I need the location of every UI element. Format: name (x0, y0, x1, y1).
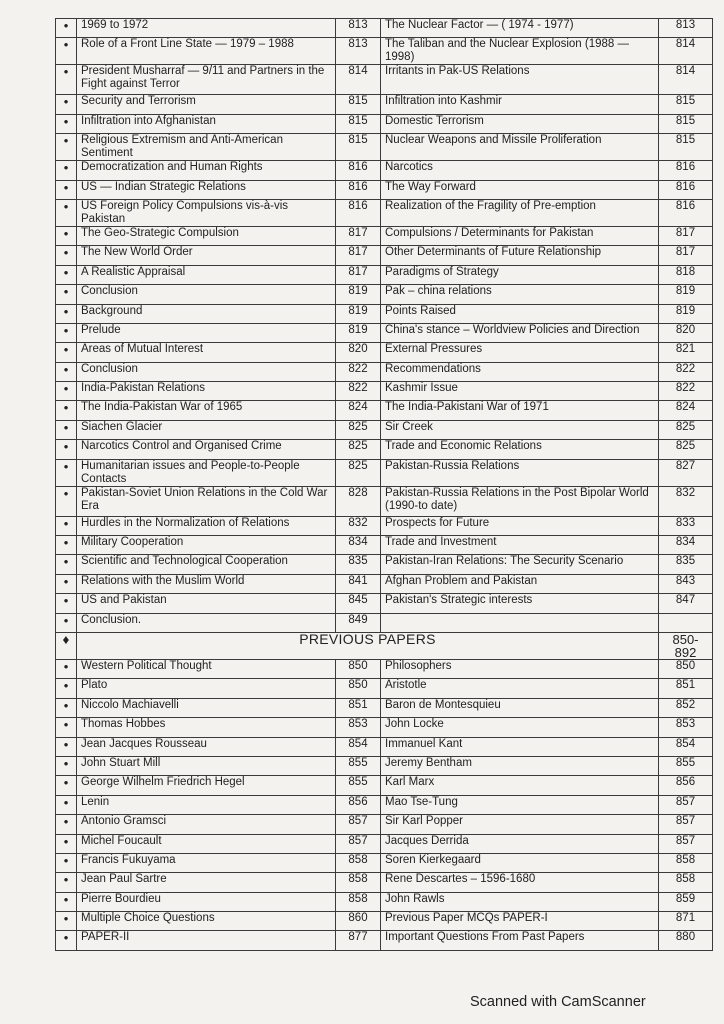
entry-page: 850 (659, 659, 713, 678)
section-pages: 850-892 (659, 632, 713, 659)
entry-title: Infiltration into Afghanistan (77, 114, 336, 133)
entry-title: US Foreign Policy Compulsions vis-à-vis Pakistan (77, 199, 336, 226)
entry-page: 813 (659, 19, 713, 38)
bullet-icon: • (56, 95, 77, 114)
entry-page: 858 (659, 873, 713, 892)
toc-row (56, 931, 713, 950)
entry-title: 1969 to 1972 (77, 19, 336, 38)
entry-title: Conclusion. (77, 613, 336, 632)
entry-page: 818 (659, 265, 713, 284)
entry-title: The Nuclear Factor — ( 1974 - 1977) (381, 19, 659, 38)
toc-row (56, 246, 713, 265)
entry-title: Plato (77, 679, 336, 698)
entry-page: 849 (336, 613, 381, 632)
entry-page: 855 (336, 776, 381, 795)
bullet-icon: • (56, 555, 77, 574)
entry-title: US and Pakistan (77, 594, 336, 613)
bullet-icon: • (56, 574, 77, 593)
entry-title: Important Questions From Past Papers (381, 931, 659, 950)
bullet-icon: • (56, 613, 77, 632)
toc-row (56, 323, 713, 342)
entry-page: 822 (659, 362, 713, 381)
entry-page: 817 (336, 246, 381, 265)
bullet-icon: • (56, 776, 77, 795)
toc-row (56, 95, 713, 114)
entry-page: 834 (336, 536, 381, 555)
bullet-icon: • (56, 659, 77, 678)
entry-page: 816 (659, 199, 713, 226)
entry-page: 815 (336, 114, 381, 133)
bullet-icon: • (56, 323, 77, 342)
contents-table (55, 18, 713, 951)
entry-title: Karl Marx (381, 776, 659, 795)
entry-title: Conclusion (77, 285, 336, 304)
bullet-icon: • (56, 516, 77, 535)
entry-title: Pakistan-Russia Relations in the Post Bipolar World (1990-to date) (381, 486, 659, 516)
entry-title: Compulsions / Determinants for Pakistan (381, 226, 659, 245)
entry-page: 816 (336, 199, 381, 226)
entry-title: John Rawls (381, 892, 659, 911)
toc-row (56, 199, 713, 226)
bullet-icon: • (56, 594, 77, 613)
entry-title: Lenin (77, 795, 336, 814)
entry-title: Mao Tse-Tung (381, 795, 659, 814)
entry-page: 825 (336, 420, 381, 439)
bullet-icon: • (56, 401, 77, 420)
entry-title: Scientific and Technological Cooperation (77, 555, 336, 574)
entry-title: US — Indian Strategic Relations (77, 180, 336, 199)
bullet-icon: • (56, 795, 77, 814)
entry-page: 857 (336, 815, 381, 834)
entry-page: 827 (659, 459, 713, 486)
entry-title: Francis Fukuyama (77, 853, 336, 872)
toc-row (56, 892, 713, 911)
toc-row (56, 420, 713, 439)
entry-page: 815 (659, 114, 713, 133)
scanner-watermark: Scanned with CamScanner (470, 994, 646, 1010)
entry-title: Thomas Hobbes (77, 718, 336, 737)
entry-page: 851 (336, 698, 381, 717)
entry-title: Siachen Glacier (77, 420, 336, 439)
entry-page: 820 (336, 343, 381, 362)
entry-title: Nuclear Weapons and Missile Proliferation (381, 134, 659, 161)
toc-row (56, 382, 713, 401)
entry-title: John Locke (381, 718, 659, 737)
toc-row (56, 285, 713, 304)
entry-page: 817 (659, 226, 713, 245)
entry-title: The New World Order (77, 246, 336, 265)
entry-title: John Stuart Mill (77, 756, 336, 775)
toc-row (56, 795, 713, 814)
entry-title: Points Raised (381, 304, 659, 323)
bullet-icon: • (56, 834, 77, 853)
entry-page: 828 (336, 486, 381, 516)
entry-title: Jeremy Bentham (381, 756, 659, 775)
entry-page: 816 (336, 180, 381, 199)
bullet-icon: • (56, 199, 77, 226)
entry-page: 877 (336, 931, 381, 950)
entry-title: Religious Extremism and Anti-American Sentiment (77, 134, 336, 161)
entry-title: Kashmir Issue (381, 382, 659, 401)
entry-title: Previous Paper MCQs PAPER-I (381, 912, 659, 931)
entry-title: Western Political Thought (77, 659, 336, 678)
entry-page: 845 (336, 594, 381, 613)
entry-page: 856 (336, 795, 381, 814)
toc-row (56, 594, 713, 613)
entry-page: 851 (659, 679, 713, 698)
entry-page: 855 (336, 756, 381, 775)
toc-row (56, 776, 713, 795)
entry-page: 825 (336, 459, 381, 486)
entry-title: PAPER-II (77, 931, 336, 950)
toc-row (56, 304, 713, 323)
toc-row (56, 698, 713, 717)
entry-title: Conclusion (77, 362, 336, 381)
entry-title (381, 613, 659, 632)
toc-row (56, 180, 713, 199)
toc-row (56, 679, 713, 698)
section-header (56, 632, 713, 659)
entry-page: 880 (659, 931, 713, 950)
entry-page: 814 (336, 65, 381, 95)
entry-page: 832 (659, 486, 713, 516)
entry-page: 847 (659, 594, 713, 613)
entry-title: Antonio Gramsci (77, 815, 336, 834)
entry-title: Narcotics Control and Organised Crime (77, 440, 336, 459)
bullet-icon: • (56, 246, 77, 265)
entry-title: A Realistic Appraisal (77, 265, 336, 284)
entry-title: Role of a Front Line State — 1979 – 1988 (77, 38, 336, 65)
entry-title: Jean Paul Sartre (77, 873, 336, 892)
toc-row (56, 265, 713, 284)
entry-page: 822 (659, 382, 713, 401)
contents-rows (56, 19, 713, 633)
bullet-icon: • (56, 134, 77, 161)
entry-page: 817 (336, 265, 381, 284)
entry-title: Recommendations (381, 362, 659, 381)
bullet-icon: • (56, 285, 77, 304)
entry-page: 825 (336, 440, 381, 459)
toc-row (56, 134, 713, 161)
entry-title: Democratization and Human Rights (77, 161, 336, 180)
toc-row (56, 659, 713, 678)
bullet-icon: • (56, 420, 77, 439)
entry-page: 856 (659, 776, 713, 795)
toc-row (56, 226, 713, 245)
entry-page: 853 (336, 718, 381, 737)
bullet-icon: • (56, 737, 77, 756)
entry-title: Hurdles in the Normalization of Relations (77, 516, 336, 535)
bullet-icon: • (56, 362, 77, 381)
entry-title: Pakistan-Soviet Union Relations in the Cold War Era (77, 486, 336, 516)
entry-title: Rene Descartes – 1596-1680 (381, 873, 659, 892)
bullet-icon: • (56, 38, 77, 65)
entry-page: 859 (659, 892, 713, 911)
bullet-icon: • (56, 873, 77, 892)
entry-title: Military Cooperation (77, 536, 336, 555)
bullet-icon: • (56, 679, 77, 698)
entry-page: 855 (659, 756, 713, 775)
toc-row (56, 574, 713, 593)
entry-title: Sir Karl Popper (381, 815, 659, 834)
entry-title: Michel Foucault (77, 834, 336, 853)
entry-page: 857 (659, 795, 713, 814)
papers-rows (56, 659, 713, 950)
entry-page: 871 (659, 912, 713, 931)
entry-title: External Pressures (381, 343, 659, 362)
entry-page: 850 (336, 679, 381, 698)
toc-row (56, 38, 713, 65)
entry-page: 852 (659, 698, 713, 717)
entry-title: Afghan Problem and Pakistan (381, 574, 659, 593)
entry-page: 814 (659, 65, 713, 95)
entry-title: Domestic Terrorism (381, 114, 659, 133)
entry-page: 853 (659, 718, 713, 737)
bullet-icon: • (56, 19, 77, 38)
toc-row (56, 873, 713, 892)
entry-page: 857 (336, 834, 381, 853)
bullet-icon: • (56, 853, 77, 872)
entry-page: 824 (659, 401, 713, 420)
entry-title: Multiple Choice Questions (77, 912, 336, 931)
entry-page: 857 (659, 834, 713, 853)
toc-row (56, 401, 713, 420)
bullet-icon: • (56, 65, 77, 95)
bullet-icon: • (56, 698, 77, 717)
bullet-icon: • (56, 912, 77, 931)
entry-page: 858 (336, 873, 381, 892)
toc-row (56, 114, 713, 133)
entry-page: 821 (659, 343, 713, 362)
entry-page: 858 (336, 892, 381, 911)
entry-title: The Taliban and the Nuclear Explosion (1988 — 1998) (381, 38, 659, 65)
entry-title: Pakistan-Russia Relations (381, 459, 659, 486)
entry-page: 816 (336, 161, 381, 180)
entry-title: Trade and Investment (381, 536, 659, 555)
bullet-icon: • (56, 114, 77, 133)
bullet-icon: • (56, 718, 77, 737)
entry-title: Areas of Mutual Interest (77, 343, 336, 362)
bullet-icon: • (56, 815, 77, 834)
entry-page: 820 (659, 323, 713, 342)
entry-page: 819 (336, 285, 381, 304)
toc-row (56, 536, 713, 555)
bullet-icon: • (56, 486, 77, 516)
entry-title: Aristotle (381, 679, 659, 698)
toc-row (56, 718, 713, 737)
entry-title: George Wilhelm Friedrich Hegel (77, 776, 336, 795)
section-title: PREVIOUS PAPERS (77, 632, 659, 659)
toc-row (56, 19, 713, 38)
entry-page: 858 (659, 853, 713, 872)
entry-page: 854 (336, 737, 381, 756)
entry-title: Jean Jacques Rousseau (77, 737, 336, 756)
entry-page: 816 (659, 180, 713, 199)
toc-row (56, 362, 713, 381)
entry-title: Other Determinants of Future Relationship (381, 246, 659, 265)
entry-page: 824 (336, 401, 381, 420)
entry-page: 825 (659, 420, 713, 439)
entry-title: Pierre Bourdieu (77, 892, 336, 911)
toc-row (56, 343, 713, 362)
toc-row (56, 161, 713, 180)
toc-row (56, 459, 713, 486)
entry-title: Jacques Derrida (381, 834, 659, 853)
entry-title: Pakistan's Strategic interests (381, 594, 659, 613)
entry-page: 833 (659, 516, 713, 535)
toc-row (56, 516, 713, 535)
toc-row (56, 440, 713, 459)
entry-title: Narcotics (381, 161, 659, 180)
entry-title: Philosophers (381, 659, 659, 678)
entry-title: Trade and Economic Relations (381, 440, 659, 459)
bullet-icon: • (56, 226, 77, 245)
entry-page: 834 (659, 536, 713, 555)
toc-row (56, 65, 713, 95)
entry-page: 835 (659, 555, 713, 574)
bullet-icon: • (56, 440, 77, 459)
entry-page: 841 (336, 574, 381, 593)
entry-page: 815 (336, 95, 381, 114)
toc-row (56, 912, 713, 931)
bullet-icon: • (56, 536, 77, 555)
entry-page: 814 (659, 38, 713, 65)
entry-page: 817 (659, 246, 713, 265)
entry-page: 843 (659, 574, 713, 593)
entry-page: 813 (336, 38, 381, 65)
entry-title: Irritants in Pak-US Relations (381, 65, 659, 95)
entry-title: Infiltration into Kashmir (381, 95, 659, 114)
entry-page: 815 (336, 134, 381, 161)
toc-row (56, 737, 713, 756)
entry-title: Background (77, 304, 336, 323)
entry-page: 857 (659, 815, 713, 834)
entry-page: 819 (659, 304, 713, 323)
entry-page: 816 (659, 161, 713, 180)
bullet-icon: • (56, 459, 77, 486)
entry-page: 815 (659, 95, 713, 114)
entry-title: Baron de Montesquieu (381, 698, 659, 717)
entry-title: The Way Forward (381, 180, 659, 199)
entry-title: Paradigms of Strategy (381, 265, 659, 284)
toc-row (56, 555, 713, 574)
entry-title: Sir Creek (381, 420, 659, 439)
entry-page: 832 (336, 516, 381, 535)
entry-title: The Geo-Strategic Compulsion (77, 226, 336, 245)
previous-papers-row (56, 632, 713, 659)
bullet-icon: • (56, 180, 77, 199)
entry-page: 835 (336, 555, 381, 574)
toc-row (56, 613, 713, 632)
entry-page: 815 (659, 134, 713, 161)
entry-page: 819 (336, 304, 381, 323)
entry-title: Relations with the Muslim World (77, 574, 336, 593)
toc-row (56, 834, 713, 853)
entry-title: Soren Kierkegaard (381, 853, 659, 872)
entry-page: 860 (336, 912, 381, 931)
bullet-icon: • (56, 265, 77, 284)
entry-title: Prelude (77, 323, 336, 342)
bullet-icon: • (56, 931, 77, 950)
toc-row (56, 756, 713, 775)
entry-title: Prospects for Future (381, 516, 659, 535)
entry-page: 854 (659, 737, 713, 756)
entry-title: The India-Pakistan War of 1965 (77, 401, 336, 420)
entry-title: Humanitarian issues and People-to-People Contacts (77, 459, 336, 486)
entry-title: China's stance – Worldview Policies and Direction (381, 323, 659, 342)
bullet-icon: • (56, 161, 77, 180)
bullet-icon: • (56, 756, 77, 775)
entry-page: 822 (336, 362, 381, 381)
entry-page: 819 (336, 323, 381, 342)
bullet-icon: • (56, 304, 77, 323)
toc-row (56, 853, 713, 872)
entry-title: Realization of the Fragility of Pre-emption (381, 199, 659, 226)
entry-page: 825 (659, 440, 713, 459)
entry-page: 813 (336, 19, 381, 38)
entry-title: President Musharraf — 9/11 and Partners in the Fight against Terror (77, 65, 336, 95)
entry-title: Niccolo Machiavelli (77, 698, 336, 717)
entry-page: 817 (336, 226, 381, 245)
entry-title: Pak – china relations (381, 285, 659, 304)
toc-row (56, 815, 713, 834)
entry-title: Security and Terrorism (77, 95, 336, 114)
bullet-icon: • (56, 343, 77, 362)
bullet-icon: • (56, 382, 77, 401)
diamond-icon: ♦ (56, 632, 77, 659)
entry-page (659, 613, 713, 632)
entry-title: India-Pakistan Relations (77, 382, 336, 401)
entry-page: 858 (336, 853, 381, 872)
entry-page: 822 (336, 382, 381, 401)
entry-page: 850 (336, 659, 381, 678)
entry-title: Pakistan-Iran Relations: The Security Scenario (381, 555, 659, 574)
entry-title: The India-Pakistani War of 1971 (381, 401, 659, 420)
toc-row (56, 486, 713, 516)
entry-page: 819 (659, 285, 713, 304)
entry-title: Immanuel Kant (381, 737, 659, 756)
bullet-icon: • (56, 892, 77, 911)
